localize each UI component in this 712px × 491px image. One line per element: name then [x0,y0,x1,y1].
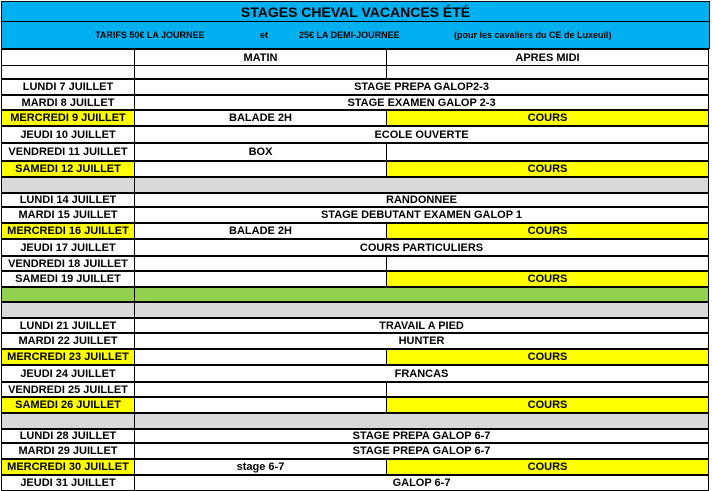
activity-full-day: ECOLE OUVERTE [134,126,709,143]
separator-span-cell [134,177,709,193]
activity-matin: stage 6-7 [134,459,387,475]
day-row [1,110,709,126]
activity-matin [134,382,387,397]
activity-matin [134,349,387,365]
activity-matin [134,271,387,287]
blank-apres-cell [386,65,709,79]
day-row [1,95,709,110]
day-row [1,365,709,382]
week-separator [1,302,709,318]
day-label: MERCREDI 30 JUILLET [1,459,135,475]
day-label: JEUDI 17 JUILLET [1,239,135,256]
week-separator [1,413,709,429]
day-label: SAMEDI 26 JUILLET [1,397,135,413]
day-label: VENDREDI 18 JUILLET [1,256,135,271]
separator-span-cell [134,302,709,318]
activity-apres-midi: COURS [386,161,709,177]
day-label: MERCREDI 16 JUILLET [1,223,135,239]
day-row [1,429,709,443]
day-row [1,443,709,459]
day-row [1,349,709,365]
day-label: JEUDI 31 JUILLET [1,475,135,491]
header-row [1,49,709,66]
separator-span-cell [134,413,709,429]
week-separator [1,287,709,302]
activity-apres-midi: COURS [386,459,709,475]
tarif-row [1,21,709,49]
tarif-demi: 25€ LA DEMI-JOURNEE [299,30,400,40]
header-apres-midi: APRES MIDI [386,49,709,66]
week-separator [1,177,709,193]
separator-span-cell [134,287,709,302]
activity-full-day: STAGE DEBUTANT EXAMEN GALOP 1 [134,207,709,223]
day-row [1,126,709,143]
day-row [1,161,709,177]
activity-apres-midi: COURS [386,223,709,239]
day-label: VENDREDI 11 JUILLET [1,143,135,161]
activity-apres-midi: COURS [386,110,709,126]
activity-matin: BOX [134,143,387,161]
activity-matin: BALADE 2H [134,223,387,239]
activity-full-day: FRANCAS [134,365,709,382]
day-row [1,459,709,475]
day-label: LUNDI 14 JUILLET [1,193,135,207]
day-label: LUNDI 7 JUILLET [1,79,135,95]
activity-apres-midi [386,256,709,271]
tarif-et: et [260,30,269,40]
day-row [1,271,709,287]
tarif-note: (pour les cavaliers du CE de Luxeuil) [454,30,612,40]
blank-matin-cell [134,65,387,79]
day-row [1,207,709,223]
separator-cell [1,177,135,193]
activity-apres-midi: COURS [386,349,709,365]
blank-row [1,65,709,79]
day-row [1,223,709,239]
title-row [1,1,709,22]
day-label: MARDI 29 JUILLET [1,443,135,459]
activity-matin: BALADE 2H [134,110,387,126]
activity-full-day: TRAVAIL A PIED [134,318,709,333]
separator-cell [1,413,135,429]
day-row [1,143,709,161]
header-matin: MATIN [134,49,387,66]
day-row [1,256,709,271]
activity-full-day: GALOP 6-7 [134,475,709,491]
day-label: MARDI 15 JUILLET [1,207,135,223]
activity-apres-midi [386,382,709,397]
activity-matin [134,397,387,413]
day-row [1,382,709,397]
day-row [1,193,709,207]
day-label: LUNDI 21 JUILLET [1,318,135,333]
day-label: MARDI 8 JUILLET [1,95,135,110]
tarif-banner [1,21,710,49]
day-label: JEUDI 24 JUILLET [1,365,135,382]
header-day-column [1,49,135,66]
separator-cell [1,287,135,302]
activity-full-day: STAGE PREPA GALOP 6-7 [134,429,709,443]
activity-apres-midi: COURS [386,397,709,413]
activity-matin [134,256,387,271]
activity-full-day: COURS PARTICULIERS [134,239,709,256]
day-label: MERCREDI 23 JUILLET [1,349,135,365]
activity-matin [134,161,387,177]
day-label: MERCREDI 9 JUILLET [1,110,135,126]
day-row [1,333,709,349]
day-row [1,475,709,491]
day-label: SAMEDI 12 JUILLET [1,161,135,177]
activity-full-day: STAGE EXAMEN GALOP 2-3 [134,95,709,110]
day-row [1,318,709,333]
activity-apres-midi [386,143,709,161]
tarif-journee: TARIFS 50€ LA JOURNEE [95,30,205,40]
activity-apres-midi: COURS [386,271,709,287]
blank-day-cell [1,65,135,79]
day-label: JEUDI 10 JUILLET [1,126,135,143]
day-label: LUNDI 28 JUILLET [1,429,135,443]
page-title: STAGES CHEVAL VACANCES ÉTÉ [1,1,710,22]
day-row [1,79,709,95]
activity-full-day: RANDONNEE [134,193,709,207]
day-label: VENDREDI 25 JUILLET [1,382,135,397]
activity-full-day: HUNTER [134,333,709,349]
day-row [1,239,709,256]
day-row [1,397,709,413]
activity-full-day: STAGE PREPA GALOP 6-7 [134,443,709,459]
day-label: MARDI 22 JUILLET [1,333,135,349]
separator-cell [1,302,135,318]
day-label: SAMEDI 19 JUILLET [1,271,135,287]
activity-full-day: STAGE PREPA GALOP2-3 [134,79,709,95]
